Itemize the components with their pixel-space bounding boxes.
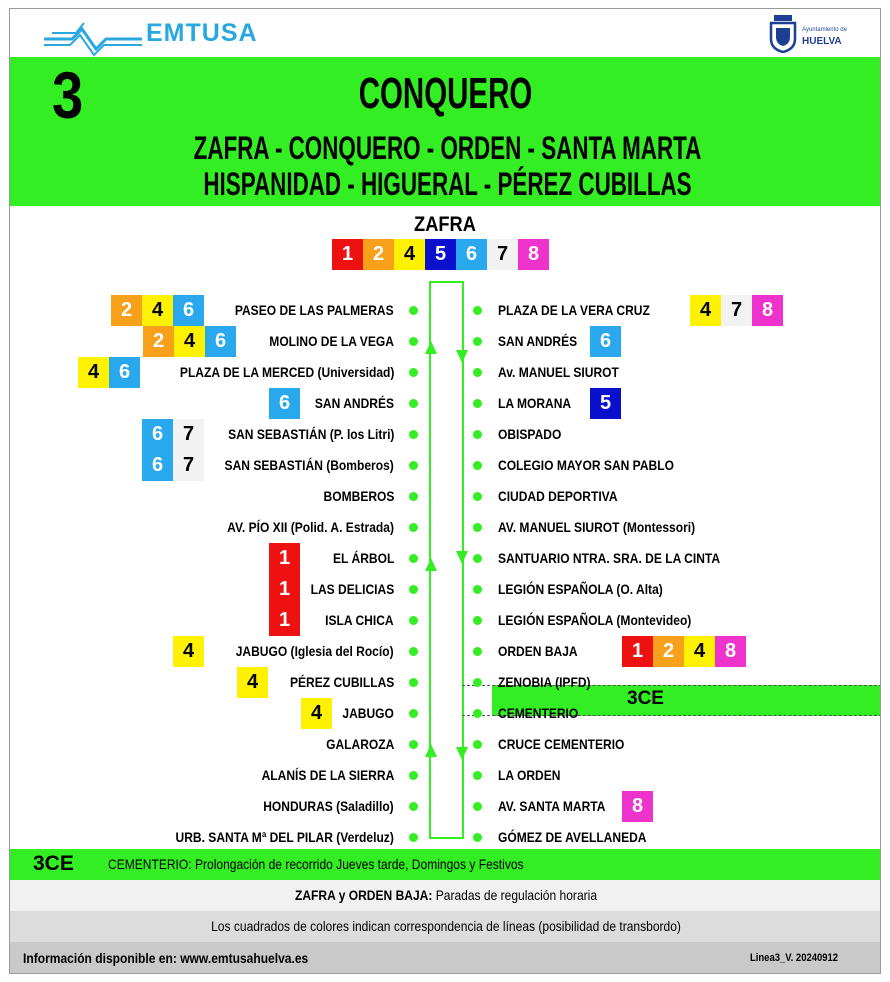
stop-outbound: SAN SEBASTIÁN (Bomberos): [224, 457, 394, 473]
stop-return: OBISPADO: [498, 426, 562, 442]
stop-outbound: JABUGO (Iglesia del Rocío): [236, 643, 394, 659]
line-badge-6: 6: [590, 326, 621, 357]
stop-outbound: SAN ANDRÉS: [314, 395, 394, 411]
stop-outbound: BOMBEROS: [323, 488, 394, 504]
line-badge-6: 6: [109, 357, 140, 388]
line-badge-7: 7: [721, 295, 752, 326]
stop-return: LA ORDEN: [498, 767, 561, 783]
footer-regulation-text: Paradas de regulación horaria: [435, 887, 598, 903]
stop-outbound: SAN SEBASTIÁN (P. los Litri): [227, 426, 394, 442]
stop-return: COLEGIO MAYOR SAN PABLO: [498, 457, 674, 473]
stop-outbound: PLAZA DE LA MERCED (Universidad): [179, 364, 394, 380]
footer-info: [10, 942, 881, 974]
line-badge-6: 6: [456, 239, 487, 270]
stop-dot: [473, 523, 482, 532]
stop-dot: [473, 616, 482, 625]
stop-connections: [173, 636, 204, 667]
footer-colors-text: Los cuadrados de colores indican correspondencia de líneas (posibilidad de transbordo): [211, 918, 681, 934]
stop-return: LEGIÓN ESPAÑOLA (O. Alta): [498, 581, 663, 597]
stop-dot: [473, 833, 482, 842]
stop-connections: [590, 388, 621, 419]
stop-return: LA MORANA: [498, 395, 572, 411]
stop-outbound: LAS DELICIAS: [310, 581, 394, 597]
terminus-connections: [332, 239, 549, 270]
arrow-down-icon: [456, 350, 468, 363]
stop-dot: [473, 771, 482, 780]
line-map-sheet: [9, 8, 881, 974]
line-badge-6: 6: [269, 388, 300, 419]
line-badge-2: 2: [111, 295, 142, 326]
stop-dot: [409, 709, 418, 718]
line-badge-5: 5: [590, 388, 621, 419]
arrow-up-icon: [425, 744, 437, 757]
line-header: [10, 57, 881, 206]
council-town: HUELVA: [802, 36, 842, 47]
route-loop-diagram: [420, 279, 484, 849]
stop-dot: [473, 399, 482, 408]
line-badge-4: 4: [142, 295, 173, 326]
stop-outbound: ISLA CHICA: [325, 612, 394, 628]
stop-return: AV. SANTA MARTA: [498, 798, 606, 814]
footer-cementerio-label: CEMENTERIO:: [108, 856, 192, 872]
stop-outbound: ALANÍS DE LA SIERRA: [261, 767, 394, 783]
emtusa-logo-icon: [42, 17, 146, 57]
stop-dot: [473, 740, 482, 749]
line-badge-2: 2: [653, 636, 684, 667]
line-badge-4: 4: [684, 636, 715, 667]
route-summary-1: ZAFRA - CONQUERO - ORDEN - SANTA MARTA: [193, 130, 702, 166]
line-badge-2: 2: [143, 326, 174, 357]
line-badge-1: 1: [269, 574, 300, 605]
footer-regulation-note: [10, 880, 881, 911]
stop-return: Av. MANUEL SIUROT: [498, 364, 619, 380]
stop-dot: [473, 492, 482, 501]
stop-dot: [473, 461, 482, 470]
stop-return: SANTUARIO NTRA. SRA. DE LA CINTA: [498, 550, 721, 566]
stop-outbound: PÉREZ CUBILLAS: [289, 674, 394, 690]
brand-name: EMTUSA: [146, 19, 258, 47]
stop-dot: [473, 337, 482, 346]
stop-dot: [409, 492, 418, 501]
stop-connections: [143, 326, 236, 357]
stop-return: CEMENTERIO: [498, 705, 579, 721]
stop-outbound: GALAROZA: [325, 736, 394, 752]
line-badge-4: 4: [301, 698, 332, 729]
arrow-down-icon: [456, 551, 468, 564]
stop-dot: [409, 368, 418, 377]
stop-connections: [269, 574, 300, 605]
line-name: CONQUERO: [358, 69, 533, 118]
stop-outbound: EL ÁRBOL: [332, 550, 394, 566]
line-badge-6: 6: [142, 450, 173, 481]
stop-connections: [622, 636, 746, 667]
cementerio-route-code: 3CE: [627, 688, 664, 709]
stop-dot: [409, 337, 418, 346]
line-badge-8: 8: [752, 295, 783, 326]
stop-connections: [690, 295, 783, 326]
stop-dot: [409, 647, 418, 656]
stop-dot: [409, 740, 418, 749]
footer-cementerio-note: [10, 849, 881, 880]
stop-outbound: URB. SANTA Mª DEL PILAR (Verdeluz): [175, 829, 394, 845]
line-badge-4: 4: [78, 357, 109, 388]
stop-connections: [269, 388, 300, 419]
stop-connections: [622, 791, 653, 822]
stop-return: SAN ANDRÉS: [498, 333, 578, 349]
line-badge-2: 2: [363, 239, 394, 270]
stop-return: CIUDAD DEPORTIVA: [498, 488, 618, 504]
stop-dot: [409, 678, 418, 687]
stop-outbound: HONDURAS (Saladillo): [263, 798, 394, 814]
footer-route-code: 3CE: [33, 852, 74, 875]
line-badge-6: 6: [205, 326, 236, 357]
stop-dot: [473, 678, 482, 687]
stop-dot: [409, 554, 418, 563]
stop-dot: [473, 647, 482, 656]
footer-website-text: Información disponible en: www.emtusahuelva.es: [23, 950, 309, 966]
stop-dot: [409, 399, 418, 408]
stop-dot: [409, 461, 418, 470]
line-number: 3: [52, 58, 84, 132]
line-badge-1: 1: [332, 239, 363, 270]
line-badge-8: 8: [715, 636, 746, 667]
stop-return: LEGIÓN ESPAÑOLA (Montevideo): [498, 612, 692, 628]
line-badge-4: 4: [394, 239, 425, 270]
line-badge-8: 8: [518, 239, 549, 270]
stop-connections: [142, 419, 204, 450]
stop-dot: [409, 833, 418, 842]
stop-connections: [590, 326, 621, 357]
stop-dot: [409, 306, 418, 315]
stop-dot: [409, 430, 418, 439]
stop-dot: [473, 709, 482, 718]
stop-outbound: JABUGO: [342, 705, 394, 721]
line-badge-1: 1: [269, 605, 300, 636]
stop-dot: [409, 585, 418, 594]
stop-return: AV. MANUEL SIUROT (Montessori): [498, 519, 696, 535]
route-summary-2: HISPANIDAD - HIGUERAL - PÉREZ CUBILLAS: [203, 166, 692, 202]
council-crest-icon: [768, 13, 798, 53]
line-badge-1: 1: [622, 636, 653, 667]
terminus-name: ZAFRA: [414, 213, 476, 236]
council-label: Ayuntamiento de: [802, 27, 847, 33]
stop-dot: [473, 430, 482, 439]
line-badge-1: 1: [269, 543, 300, 574]
stop-return: GÓMEZ DE AVELLANEDA: [498, 829, 647, 845]
stop-dot: [473, 802, 482, 811]
line-badge-4: 4: [690, 295, 721, 326]
line-badge-4: 4: [237, 667, 268, 698]
footer-cementerio-text: Prolongación de recorrido Jueves tarde, Domingos y Festivos: [194, 856, 524, 872]
stop-connections: [142, 450, 204, 481]
stop-connections: [269, 605, 300, 636]
stop-dot: [473, 585, 482, 594]
stop-connections: [237, 667, 268, 698]
stop-return: PLAZA DE LA VERA CRUZ: [498, 302, 650, 318]
line-badge-6: 6: [142, 419, 173, 450]
stop-dot: [409, 616, 418, 625]
stop-connections: [269, 543, 300, 574]
line-badge-4: 4: [174, 326, 205, 357]
line-badge-4: 4: [173, 636, 204, 667]
stop-dot: [473, 368, 482, 377]
line-badge-7: 7: [487, 239, 518, 270]
stop-outbound: MOLINO DE LA VEGA: [269, 333, 394, 349]
line-badge-6: 6: [173, 295, 204, 326]
stop-return: ORDEN BAJA: [498, 643, 578, 659]
stop-dot: [409, 802, 418, 811]
stop-dot: [409, 523, 418, 532]
arrow-up-icon: [425, 341, 437, 354]
line-badge-5: 5: [425, 239, 456, 270]
stop-return: CRUCE CEMENTERIO: [498, 736, 625, 752]
stop-dot: [473, 306, 482, 315]
stop-dot: [409, 771, 418, 780]
arrow-down-icon: [456, 747, 468, 760]
arrow-up-icon: [425, 558, 437, 571]
footer-regulation-label: ZAFRA y ORDEN BAJA:: [295, 887, 433, 903]
line-badge-7: 7: [173, 450, 204, 481]
stop-connections: [111, 295, 204, 326]
stop-connections: [301, 698, 332, 729]
footer-version: Linea3_V. 20240912: [750, 952, 839, 964]
line-badge-7: 7: [173, 419, 204, 450]
footer-colors-note: [10, 911, 881, 942]
stop-return: ZENOBIA (IPFD): [498, 674, 591, 690]
stop-outbound: AV. PÍO XII (Polid. A. Estrada): [227, 519, 394, 535]
stop-connections: [78, 357, 140, 388]
stop-outbound: PASEO DE LAS PALMERAS: [235, 302, 394, 318]
line-badge-8: 8: [622, 791, 653, 822]
stop-dot: [473, 554, 482, 563]
